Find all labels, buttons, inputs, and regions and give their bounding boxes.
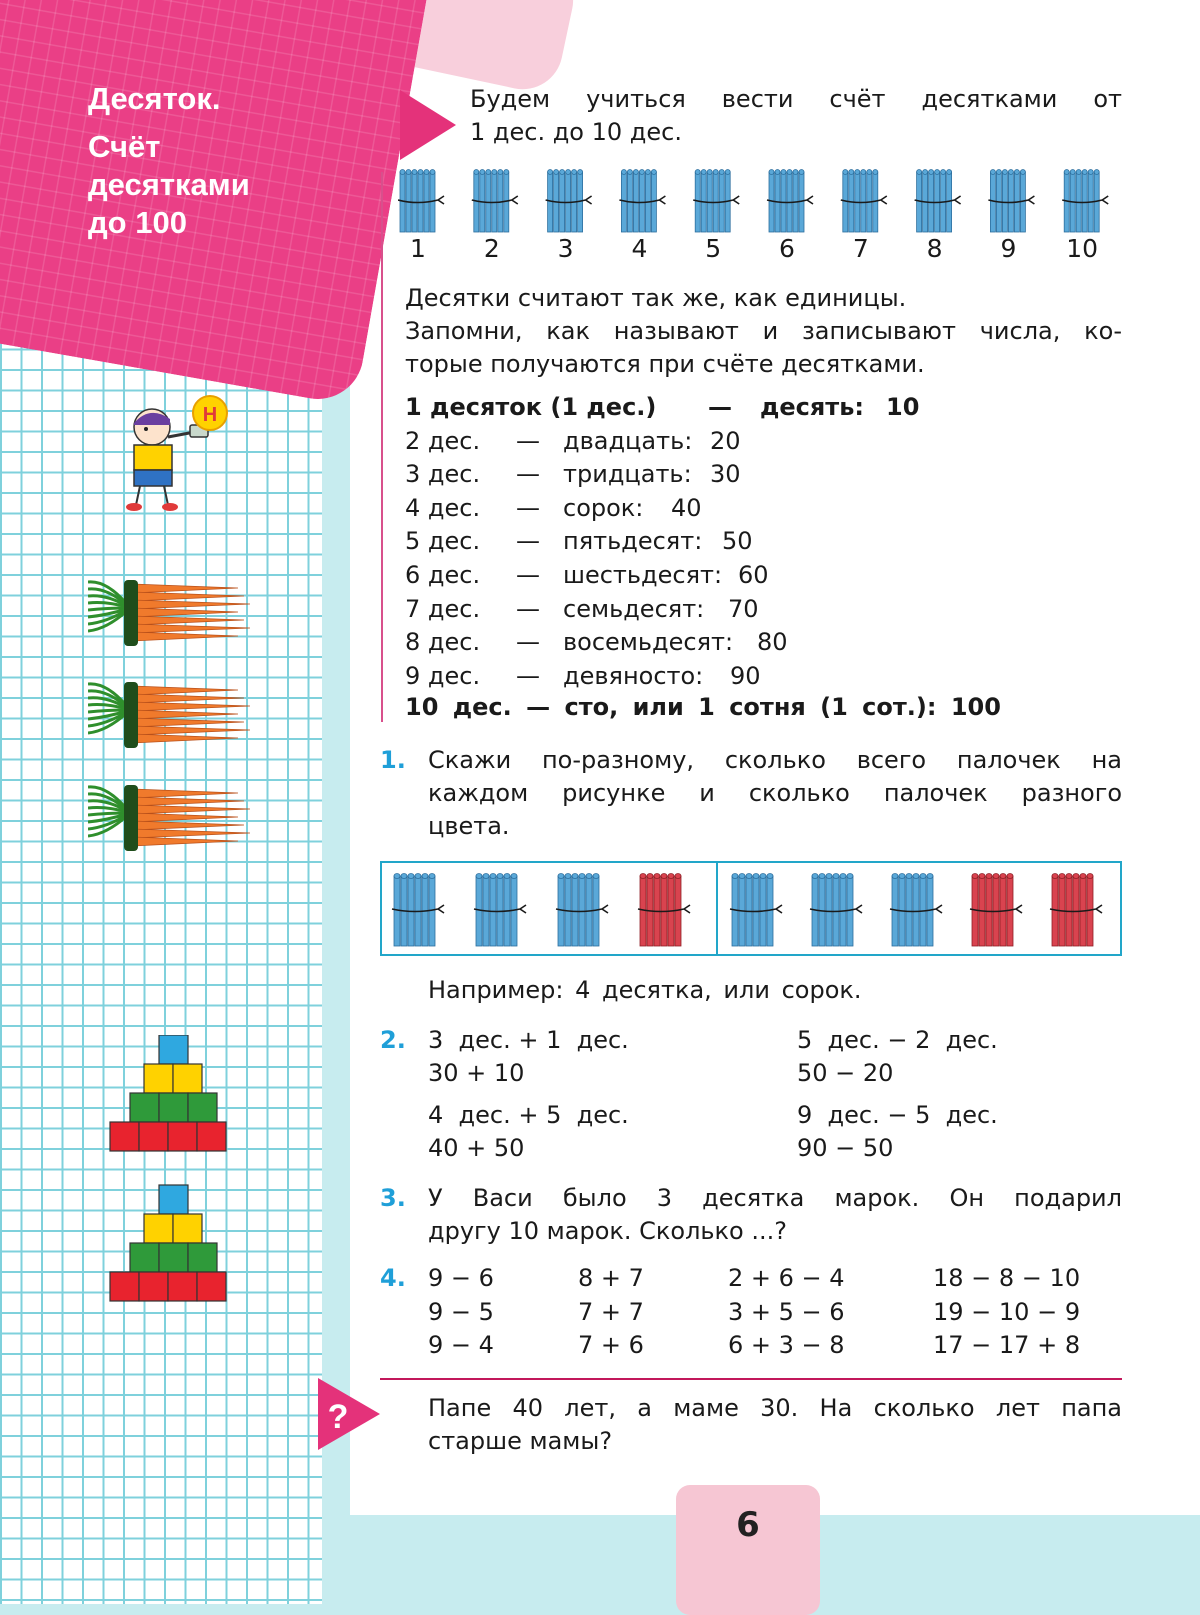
tens-dash: — [516, 561, 540, 589]
task-expression: 7 + 6 [578, 1331, 644, 1359]
tens-dash: — [516, 628, 540, 657]
task-number: 1. [380, 746, 406, 774]
task-expression: 9 − 5 [428, 1297, 494, 1326]
tens-name: семьдесят: [563, 594, 705, 623]
tens-dec: 2 дес. [405, 426, 481, 455]
task-number: 3. [380, 1184, 406, 1212]
tens-name: пятьдесят: [563, 527, 703, 556]
task-number: 2. [380, 1026, 406, 1054]
stick-bundle-icon [988, 170, 1034, 233]
stick-bundle-icon [1062, 170, 1108, 233]
chapter-title-line: десятками [88, 167, 250, 202]
chapter-title-line: Счёт [88, 129, 161, 164]
badge-letter: Н [202, 404, 218, 426]
task-expression: 17 − 17 + 8 [933, 1331, 1081, 1359]
stick-bundle-icon [392, 874, 444, 947]
task-expression: 50 − 20 [797, 1059, 894, 1087]
task-text: цвета. [428, 812, 510, 840]
tens-name: восемьдесят: [563, 628, 734, 657]
stick-bundle-icon [915, 170, 961, 233]
chapter-title-line: до 100 [88, 205, 187, 240]
task-expression: 4 дес. + 5 дес. [428, 1101, 629, 1129]
stick-bundle-icon [730, 874, 782, 947]
intro-line: 1 дес. до 10 дес. [470, 118, 682, 146]
task-expression: 18 − 8 − 10 [933, 1264, 1081, 1292]
tens-name: шестьдесят: [563, 561, 723, 589]
tens-dash: — [516, 493, 540, 522]
tens-value: 70 [728, 594, 759, 623]
stick-bundle-icon [841, 170, 887, 233]
tens-dec: 3 дес. [405, 460, 481, 489]
stick-bundle-icon [638, 874, 690, 947]
tens-name: десять: [760, 393, 864, 421]
stick-bundles-row [398, 166, 1128, 242]
carrot-bunch-icon [88, 682, 250, 748]
tens-value: 90 [730, 661, 761, 690]
bundle-number-label: 2 [483, 234, 500, 263]
tens-dec: 6 дес. [405, 561, 481, 589]
task-expression: 9 − 6 [428, 1264, 494, 1292]
task-expression: 7 + 7 [578, 1297, 644, 1326]
task-expression: 2 + 6 − 4 [728, 1264, 845, 1292]
task-text: другу 10 марок. Сколько ...? [428, 1217, 787, 1245]
chapter-title [88, 80, 308, 242]
triangle-marker-icon [400, 90, 460, 160]
stick-bundle-icon [474, 874, 526, 947]
question-mark: ? [327, 1398, 349, 1436]
task-text: каждом рисунке и сколько палочек разного [428, 779, 1122, 807]
task-expression: 19 − 10 − 9 [933, 1297, 1081, 1326]
task-expression: 8 + 7 [578, 1264, 644, 1292]
stick-bundle-icon [970, 874, 1022, 947]
task-expression: 9 − 4 [428, 1331, 494, 1359]
task-expression: 3 дес. + 1 дес. [428, 1026, 629, 1054]
tens-dec: 5 дес. [405, 527, 481, 556]
tens-dash: — [708, 393, 732, 421]
bundle-number-label: 5 [705, 234, 722, 263]
tens-value: 20 [710, 426, 741, 455]
cube-pyramids [108, 1035, 248, 1315]
task-example: Например: 4 десятка, или сорок. [428, 976, 862, 1004]
stick-bundle-icon [890, 874, 942, 947]
intro-line: Будем учиться вести счёт десятками от [470, 85, 1122, 113]
bundle-number-label: 7 [852, 234, 869, 263]
bundle-number-label: 4 [631, 234, 648, 263]
task-expression: 90 − 50 [797, 1134, 894, 1162]
cube-pyramid-icon [110, 1035, 226, 1151]
question-text: Папе 40 лет, а маме 30. На сколько лет папа [428, 1394, 1122, 1422]
hundred-row: 10 дес. — сто, или 1 сотня (1 сот.): 100 [405, 693, 1001, 721]
bundle-number-label: 9 [1000, 234, 1017, 263]
tens-value: 40 [671, 493, 702, 522]
explain-line: торые получаются при счёте десятками. [405, 350, 925, 378]
bundle-number-label: 1 [410, 234, 426, 263]
tens-dash: — [516, 527, 540, 556]
tens-name: девяносто: [563, 661, 704, 690]
stick-bundle-icon [693, 170, 739, 233]
bundle-number-label: 6 [779, 234, 795, 263]
task-text: Скажи по-разному, сколько всего палочек на [428, 746, 1122, 774]
tens-value: 60 [738, 561, 769, 589]
task-number: 4. [380, 1264, 406, 1292]
question-text: старше мамы? [428, 1427, 613, 1455]
tens-dash: — [516, 426, 540, 455]
tens-dash: — [516, 460, 540, 489]
boy-illustration [120, 395, 235, 515]
task-expression: 9 дес. − 5 дес. [797, 1101, 998, 1129]
tens-dec: 1 десяток (1 дес.) [405, 393, 657, 421]
explain-line: Запомни, как называют и записывают числа, ко- [405, 317, 1122, 345]
bundle-number-label: 8 [926, 234, 943, 263]
tens-value: 80 [757, 628, 788, 657]
task-expression: 6 + 3 − 8 [728, 1331, 845, 1359]
task-expression: 40 + 50 [428, 1134, 525, 1162]
section-rule [381, 172, 383, 722]
tens-name: сорок: [563, 493, 644, 522]
question-marker-icon [318, 1378, 380, 1450]
tens-name: тридцать: [563, 460, 692, 489]
tens-dec: 8 дес. [405, 628, 481, 657]
bundle-number-label: 3 [557, 234, 574, 263]
explain-line: Десятки считают так же, как единицы. [405, 284, 907, 312]
tens-value: 50 [722, 527, 753, 556]
cube-pyramid-icon [110, 1185, 226, 1301]
tens-dash: — [516, 594, 540, 623]
carrot-bunches [88, 570, 268, 860]
carrot-bunch-icon [88, 580, 250, 646]
stick-bundle-icon [556, 874, 608, 947]
question-rule [380, 1378, 1122, 1380]
task-text: У Васи было 3 десятка марок. Он подарил [428, 1184, 1122, 1212]
tens-value: 10 [886, 393, 920, 421]
tens-dec: 7 дес. [405, 594, 481, 623]
tens-name: двадцать: [563, 426, 693, 455]
page-number: 6 [736, 1505, 760, 1545]
carrot-bunch-icon [88, 785, 250, 851]
stick-bundle-icon [472, 170, 518, 233]
tens-dash: — [516, 661, 540, 690]
task-expression: 5 дес. − 2 дес. [797, 1026, 998, 1054]
stick-bundle-icon [767, 170, 813, 233]
stick-bundle-icon [398, 170, 444, 233]
bundle-number-label: 10 [1066, 234, 1099, 263]
chapter-title-line: Десяток. [88, 81, 221, 116]
stick-bundle-icon [619, 170, 665, 233]
task-expression: 3 + 5 − 6 [728, 1297, 845, 1326]
tens-dec: 4 дес. [405, 493, 481, 522]
task-stick-bundles [386, 866, 1118, 952]
tens-dec: 9 дес. [405, 661, 481, 690]
tens-value: 30 [710, 460, 741, 489]
stick-bundle-icon [546, 170, 592, 233]
task-expression: 30 + 10 [428, 1059, 525, 1087]
stick-bundle-icon [810, 874, 862, 947]
stick-bundle-icon [1050, 874, 1102, 947]
